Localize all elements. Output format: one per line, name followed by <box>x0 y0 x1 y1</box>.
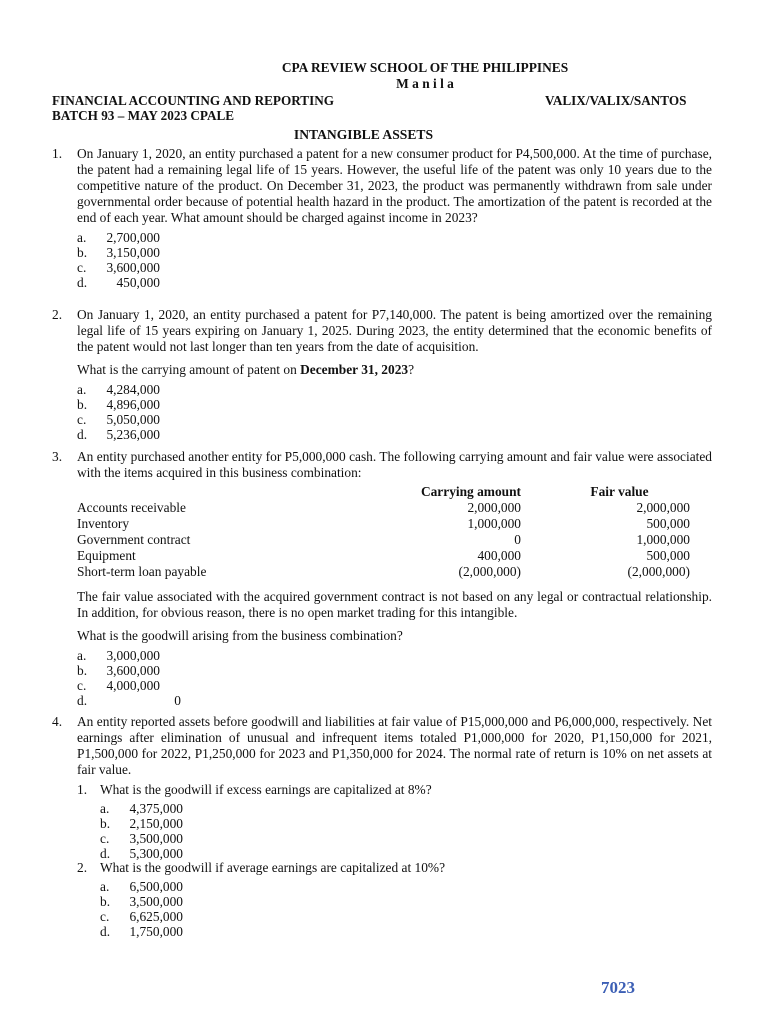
header-item <box>77 484 377 500</box>
question-text: On January 1, 2020, an entity purchased a patent for a new consumer product for P4,500,000. At the time of purchase, the patent had a remaining legal life of 15 years. However, the useful life of the patent was only 10 years due to the competitive nature of the product. On December 31, 2023, the product was permanently withdrawn from sale under governmental order because of potential health hazard in the product. The amortization of the patent is recorded at the end of each year. What amount should be charged against income in 2023? <box>77 146 712 225</box>
subquestion-4-2 <box>77 860 707 939</box>
option-letter: d. <box>77 275 88 290</box>
subquestion-number: 1. <box>77 782 88 797</box>
option-value: 6,625,000 <box>129 909 183 924</box>
option-letter: d. <box>77 693 88 708</box>
options-list <box>77 648 712 708</box>
subject-label: FINANCIAL ACCOUNTING AND REPORTING <box>52 93 334 108</box>
option-value: 3,600,000 <box>106 663 160 678</box>
option-a <box>100 801 707 816</box>
options-list <box>100 879 707 939</box>
row-item: Inventory <box>77 516 130 531</box>
option-value: 5,050,000 <box>106 412 160 427</box>
business-combination-table <box>77 484 690 580</box>
option-value: 450,000 <box>116 275 160 290</box>
option-letter: d. <box>77 427 88 442</box>
subquestion-number: 2. <box>77 860 88 875</box>
option-value: 5,236,000 <box>106 427 160 442</box>
row-fair: 2,000,000 <box>636 500 690 515</box>
row-carrying: 0 <box>514 532 521 547</box>
option-value: 4,284,000 <box>106 382 160 397</box>
option-d <box>100 846 707 861</box>
option-a <box>77 648 712 663</box>
option-letter: b. <box>77 663 88 678</box>
question-text: On January 1, 2020, an entity purchased a patent for P7,140,000. The patent is being amortized over the remaining legal life of 15 years expiring on January 1, 2025. During 2023, the entity determined that the economic benefits of the patent would not last longer than ten years from the date of acquisition. <box>77 307 712 354</box>
option-d <box>100 924 707 939</box>
option-c <box>77 260 712 275</box>
school-title: CPA REVIEW SCHOOL OF THE PHILIPPINES <box>281 60 569 75</box>
option-letter: b. <box>77 397 88 412</box>
option-letter: c. <box>100 831 110 846</box>
table-header-row <box>77 484 690 500</box>
row-carrying: (2,000,000) <box>458 564 521 579</box>
prompt-prefix: What is the carrying amount of patent on <box>77 362 301 377</box>
question-text: An entity purchased another entity for P5,000,000 cash. The following carrying amount and fair value were associated with the items acquired in this business combination: <box>77 449 712 480</box>
option-c <box>77 412 712 427</box>
row-fair: (2,000,000) <box>627 564 690 579</box>
options-list <box>100 801 707 861</box>
option-value: 3,600,000 <box>106 260 160 275</box>
option-letter: a. <box>77 648 87 663</box>
row-carrying: 2,000,000 <box>467 500 521 515</box>
option-value: 4,375,000 <box>129 801 183 816</box>
topic-title: INTANGIBLE ASSETS <box>293 127 434 142</box>
authors-label: VALIX/VALIX/SANTOS <box>545 93 687 108</box>
option-b <box>77 245 712 260</box>
option-letter: b. <box>100 894 111 909</box>
page-number: 7023 <box>601 978 635 997</box>
option-a <box>100 879 707 894</box>
question-number: 2. <box>52 307 63 322</box>
table-row <box>77 516 690 532</box>
prompt-date: December 31, 2023 <box>300 362 409 377</box>
option-value: 3,500,000 <box>129 894 183 909</box>
row-fair: 500,000 <box>646 516 690 531</box>
option-b <box>100 816 707 831</box>
option-a <box>77 382 712 397</box>
question-3-continued <box>52 589 712 708</box>
option-a <box>77 230 712 245</box>
option-value: 4,896,000 <box>106 397 160 412</box>
option-value: 1,750,000 <box>129 924 183 939</box>
header-carrying-amount: Carrying amount <box>420 484 521 499</box>
option-d <box>77 275 712 290</box>
option-value: 0 <box>174 693 181 708</box>
option-c <box>100 831 707 846</box>
option-c <box>100 909 707 924</box>
row-item: Accounts receivable <box>77 500 186 515</box>
option-value: 2,150,000 <box>129 816 183 831</box>
subquestion-text: What is the goodwill if excess earnings are capitalized at 8%? <box>100 782 432 797</box>
question-3 <box>52 449 712 481</box>
option-value: 5,300,000 <box>129 846 183 861</box>
question-number: 4. <box>52 714 63 729</box>
row-item: Equipment <box>77 548 136 563</box>
question-prompt: What is the goodwill arising from the business combination? <box>77 628 403 643</box>
table-row <box>77 548 690 564</box>
option-value: 3,000,000 <box>106 648 160 663</box>
row-item: Government contract <box>77 532 191 547</box>
option-letter: d. <box>100 924 111 939</box>
option-letter: d. <box>100 846 111 861</box>
option-letter: c. <box>77 260 87 275</box>
table-row <box>77 532 690 548</box>
question-number: 1. <box>52 146 63 161</box>
option-letter: b. <box>77 245 88 260</box>
subquestion-text: What is the goodwill if average earnings are capitalized at 10%? <box>100 860 446 875</box>
option-letter: a. <box>77 230 87 245</box>
option-value: 2,700,000 <box>106 230 160 245</box>
option-c <box>77 678 712 693</box>
question-4 <box>52 714 712 778</box>
option-letter: c. <box>77 678 87 693</box>
option-b <box>100 894 707 909</box>
table-row <box>77 500 690 516</box>
options-list <box>77 230 712 290</box>
question-prompt <box>77 362 712 378</box>
option-letter: a. <box>77 382 87 397</box>
subquestion-4-1 <box>77 782 707 861</box>
option-value: 3,500,000 <box>129 831 183 846</box>
row-fair: 1,000,000 <box>636 532 690 547</box>
row-carrying: 1,000,000 <box>467 516 521 531</box>
row-item: Short-term loan payable <box>77 564 207 579</box>
option-letter: c. <box>77 412 87 427</box>
option-value: 6,500,000 <box>129 879 183 894</box>
question-number: 3. <box>52 449 63 464</box>
option-letter: b. <box>100 816 111 831</box>
question-1 <box>52 146 712 290</box>
header-fair-value: Fair value <box>590 484 649 499</box>
option-b <box>77 397 712 412</box>
option-d <box>77 693 712 708</box>
option-letter: a. <box>100 879 110 894</box>
option-letter: c. <box>100 909 110 924</box>
option-b <box>77 663 712 678</box>
option-value: 3,150,000 <box>106 245 160 260</box>
prompt-suffix: ? <box>408 362 415 377</box>
table-row <box>77 564 690 580</box>
city-title: M a n i l a <box>396 76 454 91</box>
row-fair: 500,000 <box>646 548 690 563</box>
option-value: 4,000,000 <box>106 678 160 693</box>
question-text: An entity reported assets before goodwill and liabilities at fair value of P15,000,000 and P6,000,000, respectively. Net earnings after elimination of unusual and infrequent items totaled P1,000,000 for 2020, P1,150,000 for 2021, P1,500,000 for 2022, P1,250,000 for 2023 and P1,350,000 for 2024. The normal rate of return is 10% on net assets at fair value. <box>77 714 712 777</box>
question-2 <box>52 307 712 442</box>
row-carrying: 400,000 <box>477 548 521 563</box>
options-list <box>77 382 712 442</box>
question-note: The fair value associated with the acquired government contract is not based on any legal or contractual relationship. In addition, for obvious reason, there is no open market trading for this intangible. <box>77 589 712 620</box>
option-d <box>77 427 712 442</box>
batch-label: BATCH 93 – MAY 2023 CPALE <box>52 108 235 123</box>
option-letter: a. <box>100 801 110 816</box>
